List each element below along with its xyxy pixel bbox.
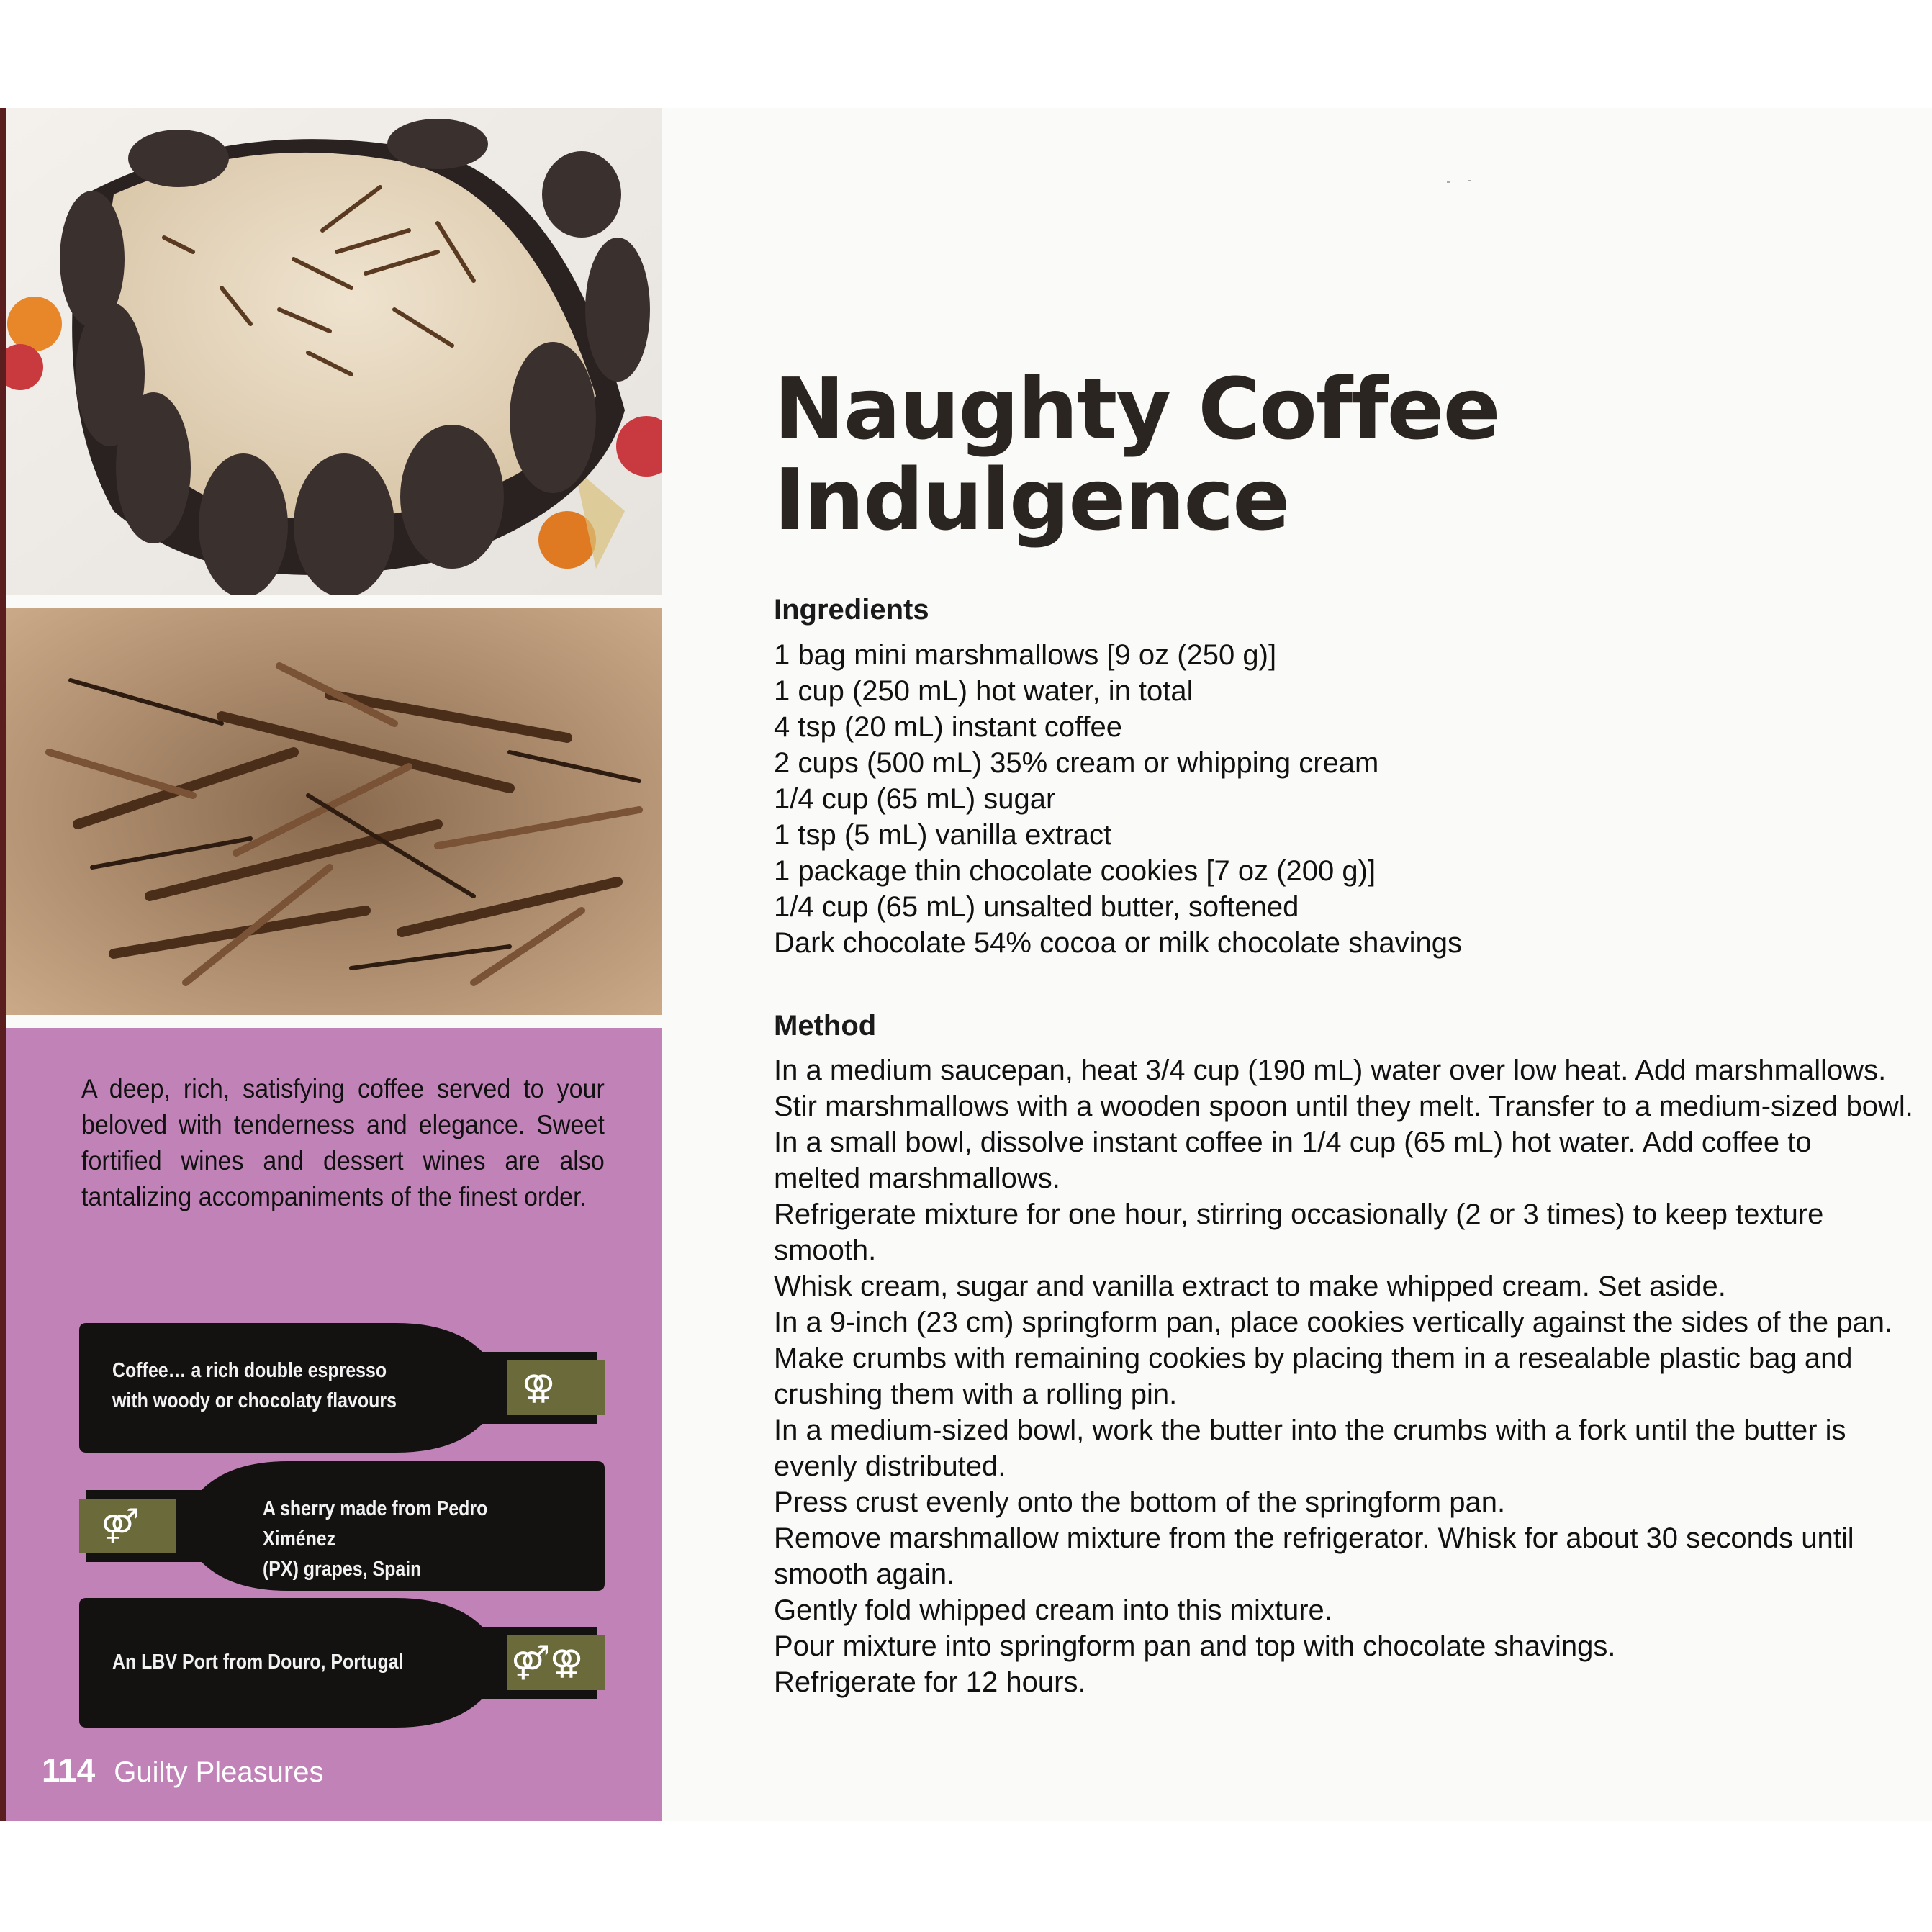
page-number: 114 [42, 1751, 96, 1789]
ingredient-item: 4 tsp (20 mL) instant coffee [774, 711, 1122, 743]
method-heading: Method [774, 1010, 877, 1042]
scan-speck [1468, 180, 1471, 181]
scan-speck [1447, 181, 1450, 183]
method-line: Whisk cream, sugar and vanilla extract to make whipped cream. Set aside. [774, 1270, 1726, 1302]
ingredient-item: 1/4 cup (65 mL) sugar [774, 783, 1056, 815]
method-line: In a medium saucepan, heat 3/4 cup (190 mL) water over low heat. Add marshmallows. [774, 1055, 1887, 1086]
method-line: In a small bowl, dissolve instant coffee in 1/4 cup (65 mL) hot water. Add coffee to [774, 1127, 1812, 1158]
method-line: Pour mixture into springform pan and top with chocolate shavings. [774, 1630, 1616, 1662]
recipe-title-line-2: Indulgence [774, 450, 1289, 549]
mixed-gender-symbol-icon: ⚤⚢ [511, 1643, 584, 1682]
male-female-symbol-icon: ⚤ [101, 1506, 140, 1545]
pairing-bottle-2 [79, 1461, 605, 1591]
method-line: smooth again. [774, 1558, 955, 1590]
method-line: Refrigerate mixture for one hour, stirring occasionally (2 or 3 times) to keep texture smooth. [774, 1199, 1824, 1266]
ingredient-item: Dark chocolate 54% cocoa or milk chocolate shavings [774, 927, 1463, 959]
pairing-bottle-3 [79, 1598, 605, 1728]
pairing-2-line2: (PX) grapes, Spain [263, 1558, 422, 1581]
cake-photo [6, 108, 662, 595]
ingredient-item: 1/4 cup (65 mL) unsalted butter, softened [774, 891, 1299, 923]
ingredient-item: 2 cups (500 mL) 35% cream or whipping cream [774, 747, 1379, 779]
method-line: In a medium-sized bowl, work the butter into the crumbs with a fork until the butter is [774, 1414, 1846, 1446]
method-line: Stir marshmallows with a wooden spoon until they melt. Transfer to a medium-sized bowl. [774, 1091, 1913, 1122]
ingredient-item: 1 tsp (5 mL) vanilla extract [774, 819, 1112, 851]
pairing-1-line2: with woody or chocolaty flavours [112, 1389, 397, 1412]
page-footer [42, 1751, 323, 1789]
ingredients-list [774, 637, 1926, 961]
method-line: Press crust evenly onto the bottom of the springform pan. [774, 1486, 1506, 1518]
method-line: In a 9-inch (23 cm) springform pan, place cookies vertically against the sides of the pan. [774, 1306, 1893, 1338]
pairing-bottle-1 [79, 1323, 605, 1453]
method-list [774, 1052, 1926, 1700]
chocolate-shavings-photo [6, 608, 662, 1015]
ingredient-item: 1 bag mini marshmallows [9 oz (250 g)] [774, 639, 1277, 671]
method-line: crushing them with a rolling pin. [774, 1378, 1178, 1410]
pairing-blurb: A deep, rich, satisfying coffee served to your beloved with tenderness and elegance. Sweet fortified wines and dessert wines are also tantalizing accompaniments of the finest order. [81, 1074, 605, 1211]
method-line: evenly distributed. [774, 1450, 1006, 1482]
method-line: Remove marshmallow mixture from the refrigerator. Whisk for about 30 seconds until [774, 1522, 1854, 1554]
page-spine-edge [0, 108, 6, 1821]
section-name: Guilty Pleasures [114, 1756, 324, 1788]
pairing-1-line1: Coffee… a rich double espresso [112, 1359, 387, 1382]
ingredient-item: 1 cup (250 mL) hot water, in total [774, 675, 1193, 707]
method-line: Make crumbs with remaining cookies by placing them in a resealable plastic bag and [774, 1342, 1853, 1374]
method-line: Refrigerate for 12 hours. [774, 1666, 1086, 1698]
female-female-symbol-icon: ⚢ [522, 1368, 556, 1407]
method-line: melted marshmallows. [774, 1163, 1060, 1194]
pairing-2-line1: A sherry made from Pedro Ximénez [263, 1497, 488, 1550]
recipe-title [774, 359, 1782, 549]
recipe-title-line-1: Naughty Coffee [774, 359, 1499, 459]
method-line: Gently fold whipped cream into this mixture. [774, 1594, 1332, 1626]
pairing-3-line1: An LBV Port from Douro, Portugal [112, 1651, 404, 1674]
ingredients-heading: Ingredients [774, 594, 929, 626]
ingredient-item: 1 package thin chocolate cookies [7 oz (200 g)] [774, 855, 1376, 887]
